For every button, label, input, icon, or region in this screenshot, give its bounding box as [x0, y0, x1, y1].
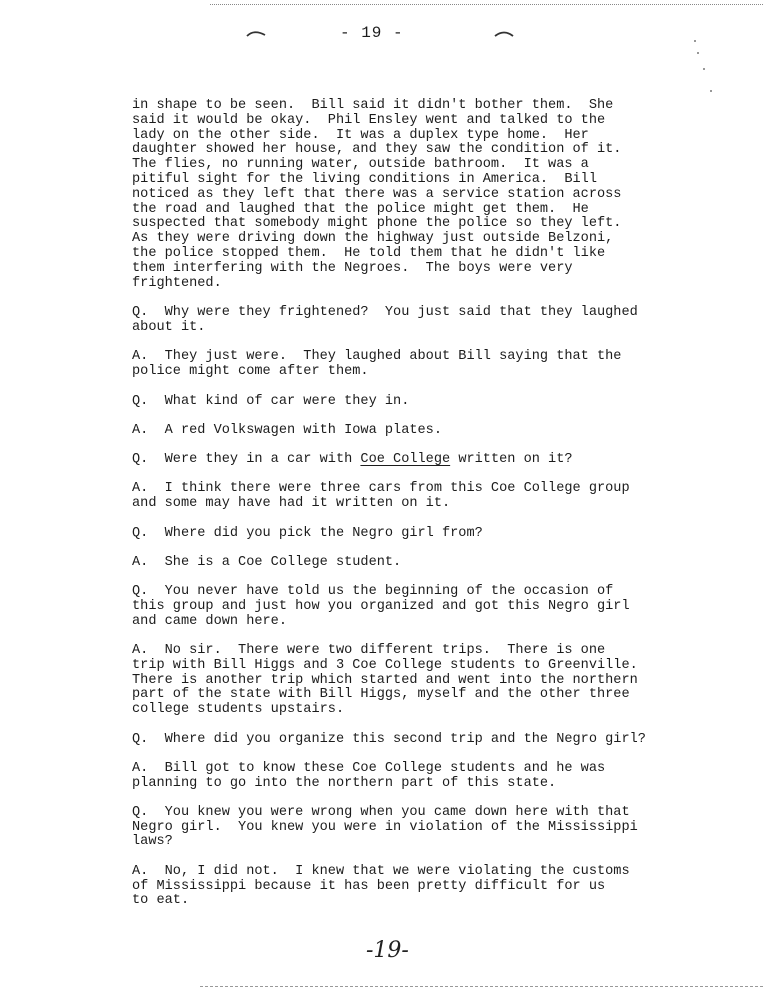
question-paragraph: Q. You knew you were wrong when you came down here with that Negro girl. You knew you were in violation of the Mississippi laws?: [132, 804, 638, 850]
speck: [710, 90, 712, 92]
answer-paragraph: A. Bill got to know these Coe College students and he was planning to go into the northern part of this state.: [132, 760, 606, 791]
question-paragraph: Q. Why were they frightened? You just said that they laughed about it.: [132, 305, 638, 336]
answer-paragraph: A. I think there were three cars from this Coe College group and some may have had it written on it.: [132, 481, 630, 512]
narrative-paragraph: in shape to be seen. Bill said it didn't bother them. She said it would be okay. Phil Ensley went and talked to the lady on the other side. It was a duplex type home. Her daughter showed her house, and they saw the condition of it. The flies, no running water, outside bathroom. It was a pitiful sight for the living conditions in America. Bill noticed as they left that there was a service station across the road and laughed that the police might get them. He suspected that somebody might phone the police so they left. As they were driving down the highway just outside Belzoni, the police stopped them. He told them that he didn't like them interfering with the Negroes. The boys were very frightened.: [132, 98, 622, 291]
question-paragraph: [132, 453, 707, 468]
speck: [694, 40, 696, 42]
left-header-mark: [246, 30, 266, 38]
answer-paragraph: A. A red Volkswagen with Iowa plates.: [132, 422, 442, 438]
speck: [697, 52, 699, 54]
question-paragraph: Q. Where did you organize this second trip and the Negro girl?: [132, 731, 646, 747]
underlined-coe-college: Coe College: [360, 452, 451, 468]
answer-paragraph: A. They just were. They laughed about Bill saying that the police might come after them.: [132, 349, 622, 380]
handwritten-page-number: -19-: [366, 938, 409, 963]
answer-paragraph: A. No, I did not. I knew that we were violating the customs of Mississippi because it has been pretty difficult for us to eat.: [132, 863, 630, 909]
answer-paragraph: A. No sir. There were two different trips. There is one trip with Bill Higgs and 3 Coe College students to Greenville. There is another trip which started and went into the northern part of the state with Bill Higgs, myself and the other three college students upstairs.: [132, 643, 638, 718]
question-text-after: written on it?: [450, 452, 573, 468]
question-text-before: Q. Were they in a car with: [132, 452, 361, 468]
question-paragraph: Q. Where did you pick the Negro girl from?: [132, 525, 483, 541]
speck: [703, 68, 705, 70]
right-header-mark: [494, 30, 514, 38]
question-paragraph: Q. You never have told us the beginning of the occasion of this group and just how you organized and got this Negro girl and came down here.: [132, 584, 630, 629]
answer-paragraph: A. She is a Coe College student.: [132, 554, 402, 570]
top-dotted-rule: [210, 4, 763, 5]
page-number-header: - 19 -: [340, 24, 404, 42]
question-paragraph: Q. What kind of car were they in.: [132, 393, 410, 409]
bottom-dashed-rule: [200, 986, 763, 987]
transcript-body: [132, 99, 707, 924]
